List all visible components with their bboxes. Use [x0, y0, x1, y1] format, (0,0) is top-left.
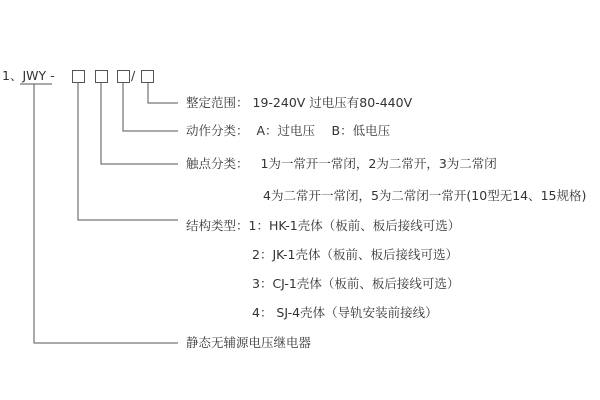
code-box-contact	[95, 70, 108, 83]
row-structure-3: 3：CJ-1壳体（板前、板后接线可选）	[252, 276, 460, 291]
model-series: JWY	[22, 68, 47, 83]
model-slash: /	[131, 68, 136, 83]
row-structure-4: 4： SJ-4壳体（导轨安装前接线）	[252, 305, 438, 320]
code-box-action	[117, 70, 130, 83]
model-prefix: 1、	[2, 68, 23, 83]
line-structure	[78, 83, 178, 220]
row-structure: 结构类型：1：HK-1壳体（板前、板后接线可选）	[186, 218, 461, 233]
code-box-structure	[72, 70, 85, 83]
row-structure-2: 2：JK-1壳体（板前、板后接线可选）	[252, 247, 458, 262]
row-series: 静态无辅源电压继电器	[186, 335, 312, 350]
line-range	[148, 83, 178, 103]
line-action	[123, 83, 178, 131]
row-contact-2: 4为二常开一常闭，5为二常闭一常开(10型无14、15规格)	[263, 188, 587, 203]
row-contact: 触点分类： 1为一常开一常闭，2为二常开，3为二常闭	[186, 156, 497, 171]
code-box-range	[141, 70, 154, 83]
row-range: 整定范围： 19-240V 过电压有80-440V	[186, 95, 413, 110]
line-series-leader	[34, 84, 178, 343]
model-dash: -	[50, 68, 55, 83]
line-contact	[101, 83, 178, 164]
row-action: 动作分类： A：过电压 B：低电压	[186, 123, 391, 138]
model-code	[2, 68, 55, 84]
